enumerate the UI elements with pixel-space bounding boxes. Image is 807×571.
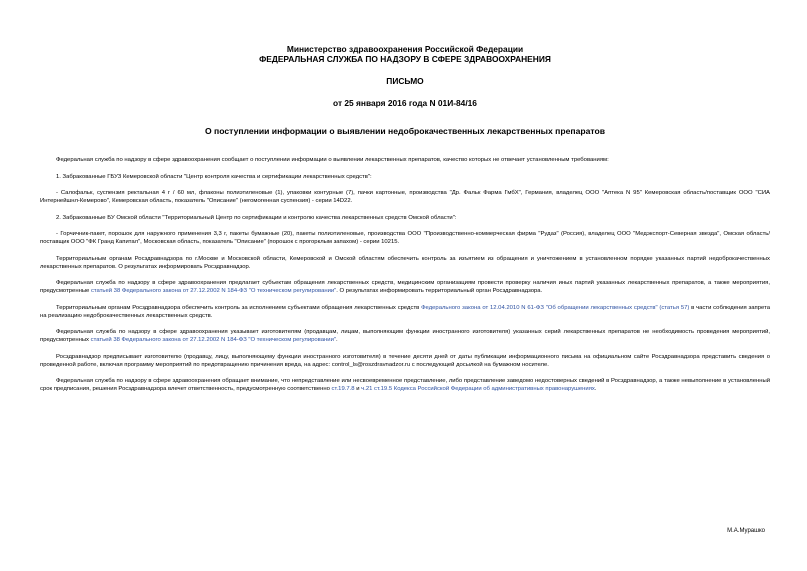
doc-date-number: от 25 января 2016 года N 01И-84/16 bbox=[333, 98, 477, 108]
doc-subject: О поступлении информации о выявлении недоброкачественных лекарственных препаратов bbox=[204, 126, 606, 136]
text-segment: Федеральная служба по надзору в сфере здравоохранения обращает внимание, что непредставление или несвоевременное представление, либо представление заведомо недостоверных сведений в Росздравнадзор, а также невыполнение в установленный срок предписания, решения Росздравнадзора влечет ответственность, предусмотренную соответственно bbox=[40, 378, 770, 392]
text-segment: и bbox=[354, 386, 362, 392]
ministry-name: Министерство здравоохранения Российской Федерации bbox=[286, 44, 524, 54]
text-segment: в части соблюдения запрета на реализацию недоброкачественных лекарственных средств. bbox=[40, 304, 770, 319]
paragraph-item-2-detail: - Горчичник-пакет, порошок для наружного применения 3,3 г, пакеты бумажные (20), пакеты полиэтиленовые, производства ООО "Производственно-коммерческая фирма "Рудаз" (Россия), владелец ООО "Медэкспорт-Северная звезда", Омская область/поставщик ООО "ФК Гранд Капитал", Московская область, показатель "Описание" (порошок с прогорклым запахом) - серии 10215. bbox=[40, 231, 770, 245]
paragraph-item-1-detail: - Салофальк, суспензия ректальная 4 г / 60 мл, флаконы полиэтиленовые (1), упаковки контурные (7), пачки картонные, производства "Др. Фальк Фарма ГмбХ", Германия, владелец ООО "Аптека N 95" Кемеровская область/поставщик ООО "СИА Интернейшнл-Кемерово", Кемеровская область, показатель "Описание" (негомогенная суспензия) - серии 14D22. bbox=[40, 190, 770, 204]
paragraph-manufacturers bbox=[40, 328, 770, 344]
paragraph-territorial-control: Территориальным органам Росздравнадзора по г.Москве и Московской области, Кемеровской и Омской областям обеспечить контроль за изъятием из обращения и уничтожением в установленном порядке указанных партий недоброкачественных лекарственных препаратов. О результатах информировать Росздравнадзор. bbox=[40, 255, 770, 270]
text-segment: . bbox=[335, 337, 338, 343]
service-name: ФЕДЕРАЛЬНАЯ СЛУЖБА ПО НАДЗОРУ В СФЕРЕ ЗДРАВООХРАНЕНИЯ bbox=[259, 54, 551, 64]
paragraph-liability bbox=[40, 377, 770, 393]
text-segment: . bbox=[594, 386, 597, 392]
paragraph-item-2: 2. Забракованные БУ Омской области "Территориальный Центр по сертификации и контролю качества лекарственных средств Омской области": bbox=[56, 214, 457, 221]
document-page bbox=[40, 44, 770, 402]
signature: М.А.Мурашко bbox=[727, 528, 765, 534]
text-segment: Территориальным органам Росздравнадзора обеспечить контроль за исполнением субъектами обращения лекарственных средств bbox=[56, 304, 422, 311]
link-law-61-art57[interactable]: Федерального закона от 12.04.2010 N 61-ФЗ "Об обращении лекарственных средств" (статья 57) bbox=[421, 304, 690, 311]
link-law-184-art38[interactable]: статьей 38 Федерального закона от 27.12.2002 N 184-ФЗ "О техническом регулировании" bbox=[90, 288, 337, 294]
link-law-184-art38-second[interactable]: статьей 38 Федерального закона от 27.12.2002 N 184-ФЗ "О техническом регулировании" bbox=[90, 337, 336, 343]
letter-body bbox=[40, 156, 770, 393]
doc-type: ПИСЬМО bbox=[386, 76, 424, 86]
paragraph-item-1: 1. Забракованные ГБУЗ Кемеровской области "Центр контроля качества и сертификации лекарственных средств": bbox=[56, 173, 372, 180]
text-segment: Федеральная служба по надзору в сфере здравоохранения указывает изготовителям (продавцам, лицам, выполняющим функции иностранного изготовителя) указанных серий лекарственных препаратов не необходимость проведения мероприятий, предусмотренных bbox=[40, 329, 770, 343]
text-segment: . О результатах информировать территориальный орган Росздравнадзора. bbox=[336, 288, 543, 294]
link-koap-19-5[interactable]: ч.21 ст.19.5 Кодекса Российской Федерации об административных правонарушениях bbox=[361, 386, 595, 392]
paragraph-check-batches bbox=[40, 279, 770, 295]
link-koap-19-7-8[interactable]: ст.19.7.8 bbox=[331, 386, 355, 392]
paragraph-prescription: Росздравнадзор предписывает изготовителю (продавцу, лицу, выполняющему функции иностранного изготовителя) в течение десяти дней от даты публикации информационного письма на официальном сайте Росздравнадзора представить сведения о проведенной работе, включая программу мероприятий по предотвращению причинения вреда, на адрес: control_ls@roszdravnadzor.ru с последующей досылкой на бумажном носителе. bbox=[40, 353, 770, 368]
paragraph-intro: Федеральная служба по надзору в сфере здравоохранения сообщает о поступлении информации о выявлении лекарственных препаратов, качество которых не отвечает установленным требованиям: bbox=[56, 157, 609, 163]
paragraph-enforcement bbox=[40, 304, 770, 320]
text-segment: Федеральная служба по надзору в сфере здравоохранения предлагает субъектам обращения лекарственных средств, медицинским организациям провести проверку наличия иных партий указанных лекарственных препаратов, а также мероприятия, предусмотренные bbox=[40, 280, 770, 294]
